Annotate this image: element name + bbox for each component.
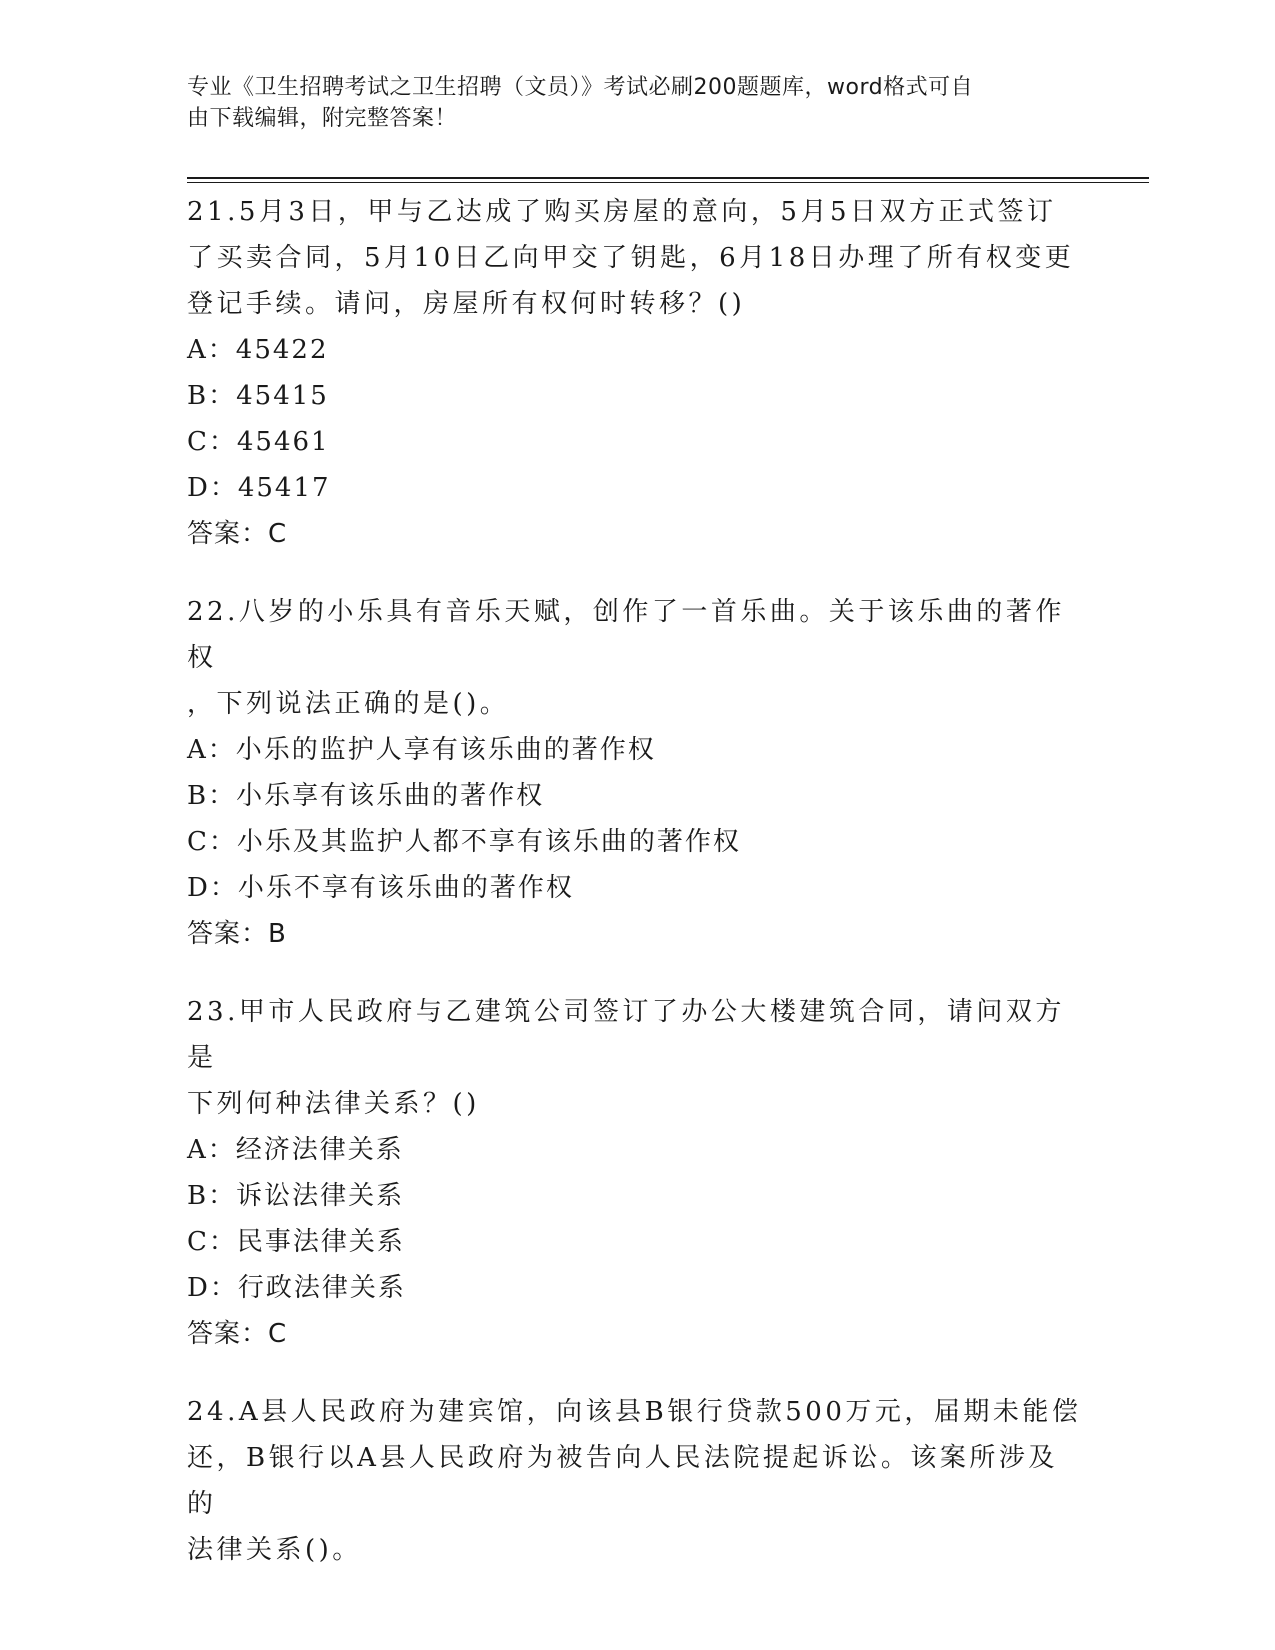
option-b: B：小乐享有该乐曲的著作权 [187,781,545,811]
header-divider-thin [187,182,1149,183]
option-d: D：45417 [187,473,331,503]
stem-line: 了买卖合同，5月10日乙向甲交了钥匙，6月18日办理了所有权变更 [187,243,1075,273]
stem-line: 法律关系()。 [187,1535,362,1565]
stem-line: 下列何种法律关系？() [187,1089,480,1119]
stem-line: ，下列说法正确的是()。 [187,689,510,719]
option-b: B：45415 [187,381,329,411]
option-a: A：45422 [187,335,329,365]
option-c: C：小乐及其监护人都不享有该乐曲的著作权 [187,827,741,857]
stem-line: 24.A县人民政府为建宾馆，向该县B银行贷款500万元，届期未能偿 [187,1397,1082,1427]
header-line-1: 专业《卫生招聘考试之卫生招聘（文员）》考试必刷200题题库，word格式可自 [187,75,974,100]
header-line-2: 由下载编辑，附完整答案！ [187,106,458,131]
option-d: D：小乐不享有该乐曲的著作权 [187,873,574,903]
stem-line: 22.八岁的小乐具有音乐天赋，创作了一首乐曲。关于该乐曲的著作权 [187,597,1065,673]
stem-line: 还，B银行以A县人民政府为被告向人民法院提起诉讼。该案所涉及的 [187,1443,1058,1519]
question-22 [187,589,1087,957]
question-stem [187,189,1087,327]
stem-line: 21.5月3日，甲与乙达成了购买房屋的意向，5月5日双方正式签订 [187,197,1057,227]
option-a: A：经济法律关系 [187,1135,404,1165]
question-24 [187,1389,1087,1573]
question-21 [187,189,1087,557]
question-stem [187,589,1087,727]
question-list [187,189,1087,1605]
document-header [187,72,1067,134]
question-23 [187,989,1087,1357]
option-d: D：行政法律关系 [187,1273,406,1303]
answer-line: 答案：B [187,919,287,949]
option-a: A：小乐的监护人享有该乐曲的著作权 [187,735,656,765]
question-stem [187,989,1087,1127]
option-c: C：民事法律关系 [187,1227,405,1257]
header-divider-thick [187,177,1149,179]
answer-line: 答案：C [187,519,288,549]
answer-line: 答案：C [187,1319,288,1349]
stem-line: 登记手续。请问，房屋所有权何时转移？() [187,289,746,319]
question-stem [187,1389,1087,1573]
stem-line: 23.甲市人民政府与乙建筑公司签订了办公大楼建筑合同，请问双方是 [187,997,1065,1073]
option-b: B：诉讼法律关系 [187,1181,405,1211]
option-c: C：45461 [187,427,330,457]
